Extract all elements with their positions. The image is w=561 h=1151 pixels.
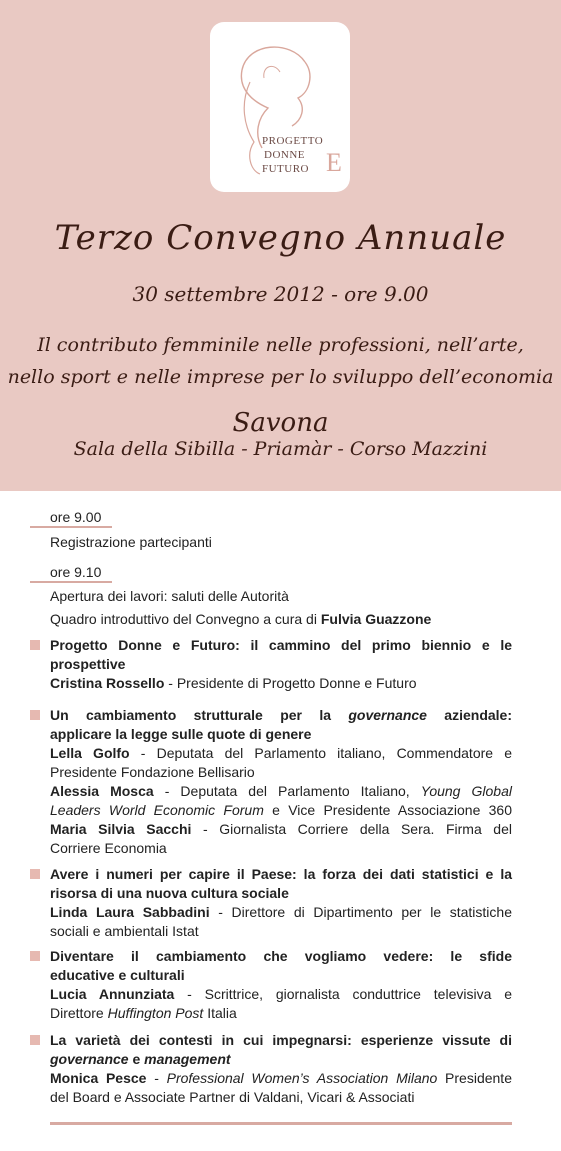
session-2: [50, 706, 512, 858]
program-slot-2: [50, 563, 431, 629]
session-title: prospettive: [50, 656, 126, 672]
speaker-name: Linda Laura Sabbadini: [50, 904, 210, 920]
slot-description: Registrazione partecipanti: [50, 534, 212, 550]
bullet-square-icon: [30, 710, 40, 720]
session-title: Un cambiamento strutturale per la governance aziendale:: [50, 707, 512, 723]
logo-line-1: PROGETTO: [262, 135, 324, 147]
speaker-role: Direttore Huffington Post Italia: [50, 1005, 237, 1021]
session-4: [50, 947, 512, 1023]
session-title: Progetto Donne e Futuro: il cammino del primo biennio e le: [50, 637, 512, 653]
session-title: governance e management: [50, 1051, 231, 1067]
logo-line-2: DONNE: [264, 149, 305, 161]
speaker-name: Fulvia Guazzone: [320, 611, 432, 627]
speaker-name: Alessia Mosca: [50, 783, 154, 799]
speaker: Alessia Mosca - Deputata del Parlamento Italiano, Young Global: [50, 783, 512, 799]
speaker: Lucia Annunziata - Scrittrice, giornalista conduttrice televisiva e: [50, 986, 512, 1002]
speaker-name: Monica Pesce: [50, 1070, 147, 1086]
speaker-name: Lucia Annunziata: [50, 986, 175, 1002]
slot-description: Quadro introduttivo del Convegno a cura di Fulvia Guazzone: [50, 611, 432, 627]
event-city: Savona: [232, 408, 329, 438]
bullet-square-icon: [30, 951, 40, 961]
logo-letter: E: [326, 148, 342, 177]
session-3: [50, 865, 512, 941]
session-title: educative e culturali: [50, 967, 185, 983]
slot-time: ore 9.00: [50, 508, 101, 526]
session-title: Avere i numeri per capire il Paese: la forza dei dati statistici e la: [50, 866, 512, 882]
speaker: Cristina Rossello - Presidente di Progetto Donne e Futuro: [50, 675, 417, 691]
event-subtitle-line-2: nello sport e nelle imprese per lo sviluppo dell’economia: [7, 366, 554, 388]
speaker-name: Lella Golfo: [50, 745, 130, 761]
session-1: [50, 636, 512, 693]
header-band: [0, 0, 561, 491]
speaker-name: Maria Silvia Sacchi: [50, 821, 192, 837]
session-5: [50, 1031, 512, 1107]
speaker: Lella Golfo - Deputata del Parlamento italiano, Commendatore e: [50, 745, 512, 761]
bullet-square-icon: [30, 1035, 40, 1045]
speaker-role: Corriere Economia: [50, 840, 167, 856]
bullet-square-icon: [30, 640, 40, 650]
session-title: La varietà dei contesti in cui impegnarsi: esperienze vissute di: [50, 1032, 512, 1048]
session-title: applicare la legge sulle quote di genere: [50, 726, 312, 742]
speaker-role: Leaders World Economic Forum e Vice Presidente Associazione 360: [50, 802, 512, 818]
bottom-divider: [50, 1122, 512, 1125]
bullet-square-icon: [30, 869, 40, 879]
speaker: Maria Silvia Sacchi - Giornalista Corriere della Sera. Firma del: [50, 821, 512, 837]
slot-time: ore 9.10: [50, 563, 101, 581]
session-title: Diventare il cambiamento che vogliamo vedere: le sfide: [50, 948, 512, 964]
event-title: Terzo Convegno Annuale: [54, 218, 507, 258]
speaker-role: Presidente Fondazione Bellisario: [50, 764, 255, 780]
speaker: Linda Laura Sabbadini - Direttore di Dipartimento per le statistiche: [50, 904, 512, 920]
program-slot-1: [50, 508, 212, 552]
speaker: Monica Pesce - Professional Women’s Association Milano Presidente: [50, 1070, 512, 1086]
slot-description: Apertura dei lavori: saluti delle Autorità: [50, 588, 289, 604]
event-datetime: 30 settembre 2012 - ore 9.00: [132, 282, 429, 306]
event-venue: Sala della Sibilla - Priamàr - Corso Mazzini: [73, 438, 488, 460]
time-underline: [30, 526, 112, 528]
speaker-role: del Board e Associate Partner di Valdani, Vicari & Associati: [50, 1089, 415, 1105]
logo: [210, 22, 350, 192]
event-subtitle-line-1: Il contributo femminile nelle professioni, nell’arte,: [37, 334, 524, 356]
speaker-name: Cristina Rossello: [50, 675, 165, 691]
speaker-role: sociali e ambientali Istat: [50, 923, 199, 939]
logo-line-3: FUTURO: [262, 163, 310, 175]
session-title: risorsa di una nuova cultura sociale: [50, 885, 289, 901]
time-underline: [30, 581, 112, 583]
